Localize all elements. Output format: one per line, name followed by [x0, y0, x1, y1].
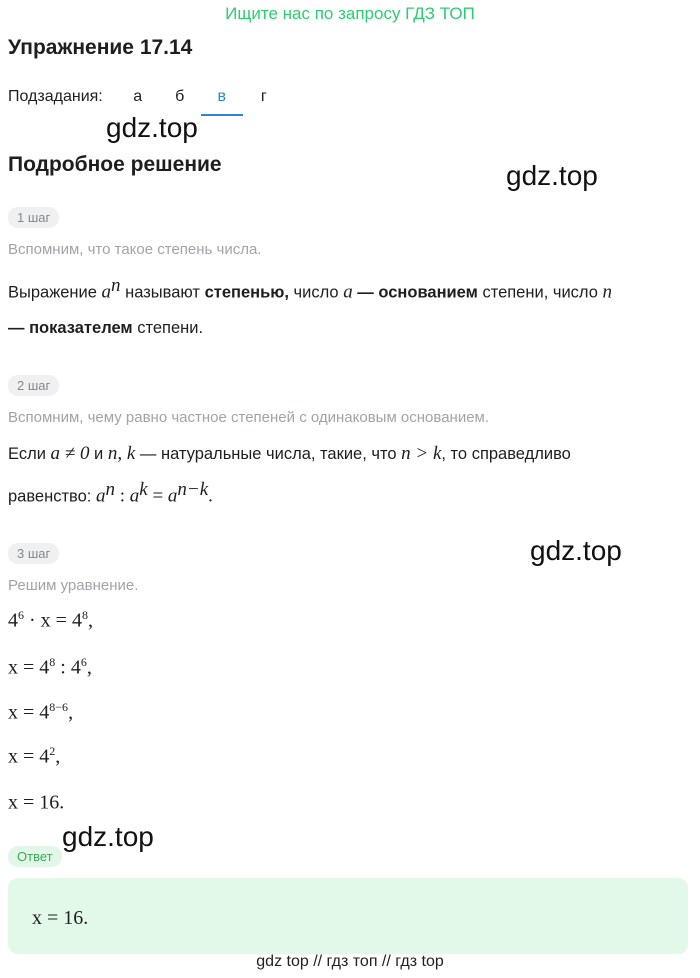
top-banner: Ищите нас по запросу ГДЗ ТОП	[225, 4, 475, 23]
equation-line: $x = 4^{8-6}$,	[8, 700, 74, 724]
step-text: Выражение $a^n$ называют степенью, число a — основанием степени, число n — показателем степени.	[8, 275, 613, 337]
page-title: Упражнение 17.14	[8, 36, 193, 59]
tab-g[interactable]: г	[260, 88, 267, 105]
subtasks-label: Подзадания:	[8, 88, 103, 105]
step-badge: 1 шаг	[8, 207, 59, 228]
step-text: Если a ≠ 0 и n, k — натуральные числа, такие, что n > k, то справедливо равенство: $a^n$ : $a^k = a^{n-k}$.	[8, 443, 571, 507]
step-hint: Вспомним, чему равно частное степеней с одинаковым основанием.	[8, 409, 490, 426]
step-hint: Решим уравнение.	[8, 577, 139, 594]
watermark: gdz.top	[506, 160, 598, 191]
watermark: gdz.top	[530, 535, 622, 566]
section-title: Подробное решение	[8, 153, 222, 176]
step-hint: Вспомним, что такое степень числа.	[8, 241, 262, 258]
answer-value: x = 16.	[32, 907, 89, 929]
tab-a[interactable]: а	[133, 88, 143, 105]
equation-line: $4^6 \cdot x = 4^8$,	[8, 608, 93, 632]
answer-badge: Ответ	[8, 846, 62, 867]
step-badge: 3 шаг	[8, 543, 59, 564]
equation-line: $x = 4^2$,	[8, 744, 61, 768]
step-badge: 2 шаг	[8, 375, 59, 396]
tab-v[interactable]: в	[201, 88, 243, 116]
equation-line: x = 16.	[8, 791, 65, 814]
answer-box	[8, 878, 688, 954]
equation-line: $x = 4^8$ : $4^6$,	[8, 655, 92, 679]
watermark: gdz.top	[106, 112, 198, 143]
footer-text: gdz top // гдз топ // гдз top	[256, 953, 444, 970]
tab-b[interactable]: б	[175, 88, 185, 105]
watermark: gdz.top	[62, 821, 154, 852]
